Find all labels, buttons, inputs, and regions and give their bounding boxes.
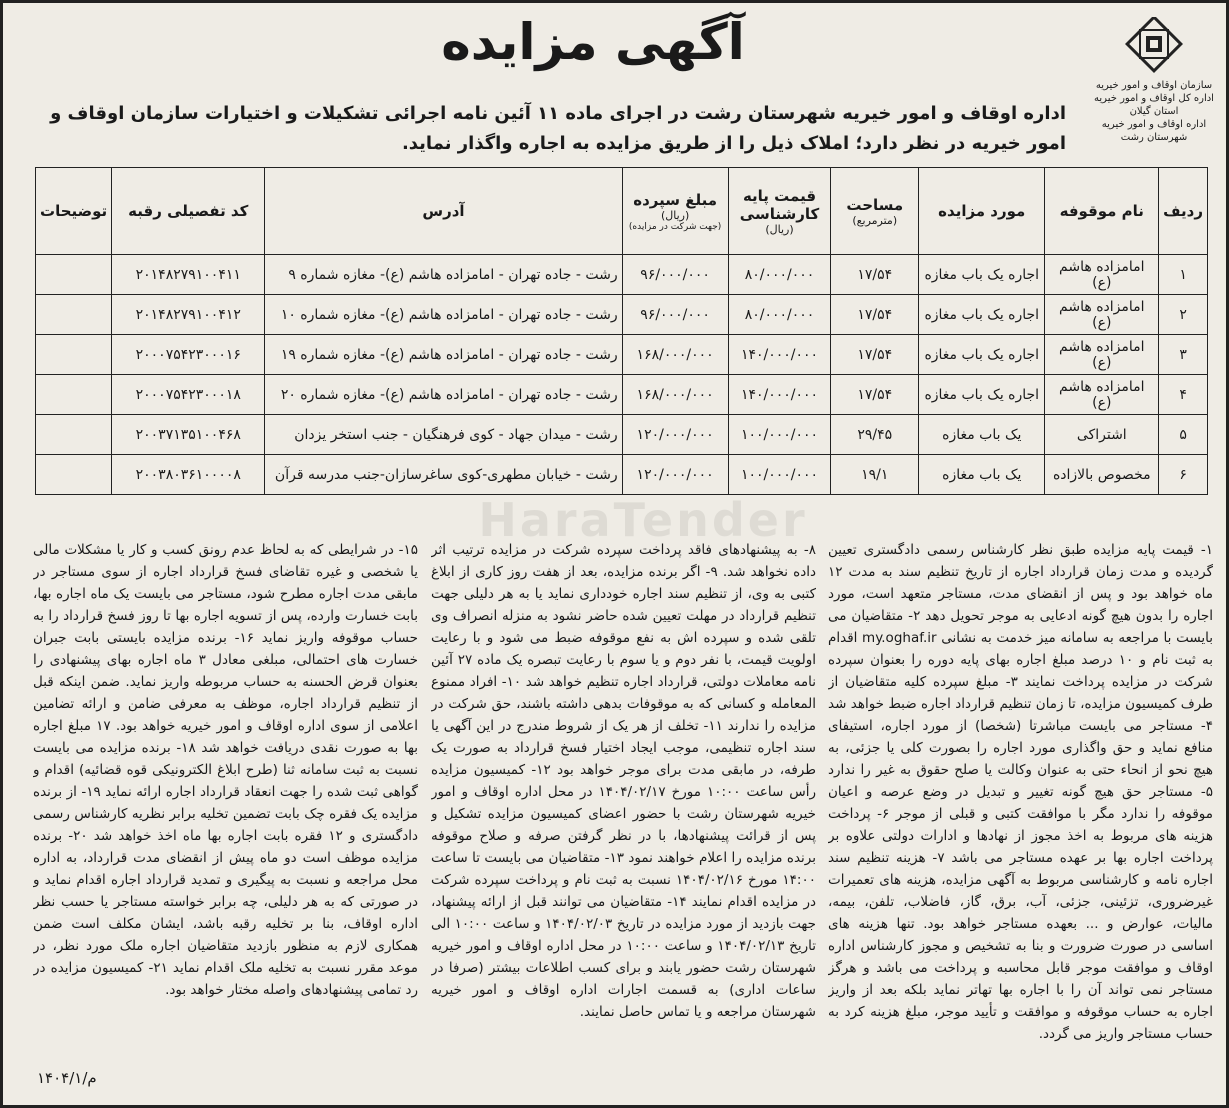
cell-base-price: ۸۰/۰۰۰/۰۰۰ <box>728 255 831 295</box>
ad-reference-code: م/۱۴۰۴/۱ <box>37 1069 97 1087</box>
cell-notes <box>36 255 112 295</box>
logo-text-province: اداره کل اوقاف و امور خیریه استان گیلان <box>1094 93 1214 117</box>
cell-area: ۱۷/۵۴ <box>831 255 919 295</box>
table-row <box>36 295 1208 335</box>
cell-notes <box>36 295 112 335</box>
cell-endowment: امامزاده هاشم (ع) <box>1045 295 1159 335</box>
cell-endowment: مخصوص بالازاده <box>1045 455 1159 495</box>
cell-area: ۱۷/۵۴ <box>831 335 919 375</box>
conditions-column-middle <box>431 539 816 1059</box>
watermark: HaraTender <box>478 493 808 547</box>
awqaf-emblem-icon <box>1121 17 1187 79</box>
ad-header <box>3 11 1226 161</box>
header-area: مساحت (مترمربع) <box>831 168 919 255</box>
cell-address: رشت - جاده تهران - امامزاده هاشم (ع)- مغازه شماره ۹ <box>265 255 622 295</box>
table-row <box>36 415 1208 455</box>
cell-parcel-code: ۲۰۱۴۸۲۷۹۱۰۰۴۱۱ <box>112 255 265 295</box>
cell-endowment: اشتراکی <box>1045 415 1159 455</box>
cell-address: رشت - جاده تهران - امامزاده هاشم (ع)- مغازه شماره ۲۰ <box>265 375 622 415</box>
cell-deposit: ۹۶/۰۰۰/۰۰۰ <box>622 255 728 295</box>
conditions-text: ۸- به پیشنهادهای فاقد پرداخت سپرده شرکت در مزایده ترتیب اثر داده نخواهد شد. ۹- اگر برنده مزایده، بعد از هفت روز کاری از ابلاغ کتبی به وی، از تنظیم سند اجاره خودداری نماید یا به هر دلیلی جهت تنظیم قرارداد در مهلت تعیین شده حاضر نشود به منزله انصراف وی تلقی شده و سپرده اش به نفع موقوفه ضبط می شود و با رعایت اولویت قیمت، با نفر دوم و یا سوم با رعایت تبصره یک ماده ۲۷ آئین نامه معاملات دولتی، قرارداد اجاره تنظیم خواهد شد ۱۰- افراد ممنوع المعامله و کسانی که به موقوفات بدهی داشته باشند، حق شرکت در مزایده را ندارند ۱۱- تخلف از هر یک از شروط مندرج در این آگهی یا سند اجاره تنظیمی، موجب ایجاد اختیار فسخ قرارداد به صورت یک طرفه، در مابقی مدت برای موجر خواهد بود ۱۲- کمیسیون مزایده رأس ساعت ۱۰:۰۰ مورخ ۱۴۰۴/۰۲/۱۷ در محل اداره اوقاف و امور خیریه شهرستان رشت با حضور اعضای کمیسیون مزایده تشکیل و پس از قرائت پیشنهادها، با در نظر گرفتن صرفه و صلاح موقوفه برنده مزایده را اعلام خواهند نمود ۱۳- متقاضیان می بایست تا ساعت ۱۴:۰۰ مورخ ۱۴۰۴/۰۲/۱۶ نسبت به ثبت نام و پرداخت سپرده شرکت در مزایده اقدام نمایند ۱۴- متقاضیان می توانند قبل از ارائه پیشنهاد، جهت بازدید از مورد مزایده در تاریخ ۱۴۰۴/۰۲/۰۳ و ساعت ۱۰:۰۰ الی تاریخ ۱۴۰۴/۰۲/۱۳ و ساعت ۱۰:۰۰ در محل اداره اوقاف و امور خیریه شهرستان رشت حضور یابند و برای کسب اطلاعات بیشتر (صرفا در ساعات اداری) به قسمت اجارات اداره اوقاف و امور خیریه شهرستان مراجعه و یا تماس حاصل نمایند. <box>431 542 816 1020</box>
cell-endowment: امامزاده هاشم (ع) <box>1045 375 1159 415</box>
cell-subject: اجاره یک باب مغازه <box>919 375 1045 415</box>
cell-subject: اجاره یک باب مغازه <box>919 295 1045 335</box>
header-subject: مورد مزایده <box>919 168 1045 255</box>
cell-parcel-code: ۲۰۰۰۷۵۴۲۳۰۰۰۱۸ <box>112 375 265 415</box>
cell-subject: اجاره یک باب مغازه <box>919 335 1045 375</box>
cell-row-number: ۳ <box>1159 335 1208 375</box>
cell-parcel-code: ۲۰۰۳۸۰۳۶۱۰۰۰۰۸ <box>112 455 265 495</box>
cell-base-price: ۸۰/۰۰۰/۰۰۰ <box>728 295 831 335</box>
cell-address: رشت - خیابان مطهری-کوی ساغرسازان-جنب مدرسه قرآن <box>265 455 622 495</box>
cell-deposit: ۱۲۰/۰۰۰/۰۰۰ <box>622 415 728 455</box>
cell-row-number: ۲ <box>1159 295 1208 335</box>
cell-deposit: ۹۶/۰۰۰/۰۰۰ <box>622 295 728 335</box>
cell-parcel-code: ۲۰۰۳۷۱۳۵۱۰۰۴۶۸ <box>112 415 265 455</box>
cell-row-number: ۵ <box>1159 415 1208 455</box>
conditions-column-right <box>828 539 1213 1059</box>
logo-text-org: سازمان اوقاف و امور خیریه <box>1095 80 1213 91</box>
logo-text-city: اداره اوقاف و امور خیریه شهرستان رشت <box>1101 119 1207 143</box>
cell-area: ۲۹/۴۵ <box>831 415 919 455</box>
table-row <box>36 455 1208 495</box>
cell-subject: یک باب مغازه <box>919 455 1045 495</box>
table-row <box>36 255 1208 295</box>
cell-area: ۱۹/۱ <box>831 455 919 495</box>
cell-deposit: ۱۶۸/۰۰۰/۰۰۰ <box>622 375 728 415</box>
cell-row-number: ۴ <box>1159 375 1208 415</box>
ad-intro: اداره اوقاف و امور خیریه شهرستان رشت در اجرای ماده ۱۱ آئین نامه اجرائی تشکیلات و اختیارات سازمان اوقاف و امور خیریه در نظر دارد؛ املاک ذیل را از طریق مزایده به اجاره واگذار نماید. <box>50 103 1066 154</box>
cell-notes <box>36 375 112 415</box>
cell-row-number: ۱ <box>1159 255 1208 295</box>
cell-row-number: ۶ <box>1159 455 1208 495</box>
header-deposit: مبلغ سپرده (ریال) (جهت شرکت در مزایده) <box>622 168 728 255</box>
awqaf-logo <box>1094 17 1214 144</box>
cell-endowment: امامزاده هاشم (ع) <box>1045 335 1159 375</box>
conditions-section <box>33 539 1213 1059</box>
cell-area: ۱۷/۵۴ <box>831 375 919 415</box>
cell-deposit: ۱۲۰/۰۰۰/۰۰۰ <box>622 455 728 495</box>
ad-title: آگهی مزایده <box>441 13 745 71</box>
auction-lots-table <box>35 167 1208 495</box>
cell-address: رشت - جاده تهران - امامزاده هاشم (ع)- مغازه شماره ۱۰ <box>265 295 622 335</box>
cell-notes <box>36 335 112 375</box>
cell-base-price: ۱۴۰/۰۰۰/۰۰۰ <box>728 335 831 375</box>
cell-parcel-code: ۲۰۱۴۸۲۷۹۱۰۰۴۱۲ <box>112 295 265 335</box>
cell-address: رشت - میدان جهاد - کوی فرهنگیان - جنب استخر یزدان <box>265 415 622 455</box>
table-header-row <box>36 168 1208 255</box>
header-address: آدرس <box>265 168 622 255</box>
conditions-text: ۱- قیمت پایه مزایده طبق نظر کارشناس رسمی دادگستری تعیین گردیده و مدت زمان قرارداد اجاره از تاریخ تنظیم سند به مدت ۱۲ ماه خواهد بود و پس از انقضای مدت، مستاجر متعهد است، مورد اجاره را بدون هیچ گونه ادعایی به موجر تحویل دهد ۲- متقاضیان می بایست با مراجعه به سامانه میز خدمت به نشانی my.oghaf.ir اقدام به ثبت نام و ۱۰ درصد مبلغ اجاره بهای پایه دوره را بعنوان سپرده شرکت در مزایده پرداخت نمایند ۳- مبلغ سپرده کلیه متقاضیان از طرف کمیسیون مزایده، تا زمان تنظیم قرارداد اجاره ضبط خواهد شد ۴- مستاجر می بایست مباشرتا (شخصا) از مورد اجاره، استیفای منافع نماید و حق واگذاری مورد اجاره را بصورت کلی یا جزئی، به هیچ نحو از انحاء حتی به عنوان وکالت یا صلح حقوق به غیر را ندارد ۵- مستاجر حق هیچ گونه تغییر و تبدیل در وضع عرصه و اعیان موقوفه را ندارد مگر با موافقت کتبی و قبلی از موجر ۶- پرداخت هزینه های مربوط به اخذ مجوز از نهادها و ادارات دولتی علاوه بر پرداخت اجاره بها بر عهده مستاجر می باشد ۷- هزینه تنظیم سند اجاره نامه و کارشناسی مربوط به آگهی مزایده، هزینه های تعمیرات غیرضروری، تزئینی، جزئی، آب، برق، گاز، فاضلاب، تلفن، بیمه، مالیات، عوارض و ... بعهده مستاجر خواهد بود. تنها هزینه های اساسی در صورت ضرورت و بنا به تشخیص و مجوز کارشناس اداره اوقاف و موافقت موجر قابل محاسبه و پرداخت می باشد و هرگز مستاجر نمی تواند آن را با اجاره بها تهاتر نماید بلکه بعد از واریز اجاره به حساب موقوفه و موافقت و تأیید موجر، مبلغ هزینه کرد به حساب مستاجر واریز می گردد. <box>828 542 1213 1042</box>
cell-subject: اجاره یک باب مغازه <box>919 255 1045 295</box>
cell-base-price: ۱۰۰/۰۰۰/۰۰۰ <box>728 455 831 495</box>
cell-area: ۱۷/۵۴ <box>831 295 919 335</box>
cell-base-price: ۱۴۰/۰۰۰/۰۰۰ <box>728 375 831 415</box>
cell-notes <box>36 415 112 455</box>
header-row-number: ردیف <box>1159 168 1208 255</box>
cell-notes <box>36 455 112 495</box>
header-base-price: قیمت پایه کارشناسی (ریال) <box>728 168 831 255</box>
table-row <box>36 375 1208 415</box>
cell-address: رشت - جاده تهران - امامزاده هاشم (ع)- مغازه شماره ۱۹ <box>265 335 622 375</box>
cell-subject: یک باب مغازه <box>919 415 1045 455</box>
table-row <box>36 335 1208 375</box>
cell-deposit: ۱۶۸/۰۰۰/۰۰۰ <box>622 335 728 375</box>
conditions-text: ۱۵- در شرایطی که به لحاظ عدم رونق کسب و کار یا مشکلات مالی یا شخصی و غیره تقاضای فسخ قرارداد اجاره از سوی مستاجر در مابقی مدت اجاره مطرح شود، مستاجر می بایست یک ماه اجاره بها، بابت خسارت وارده، پس از تسویه اجاره بها تا روز فسخ قرارداد را به حساب موقوفه واریز نماید ۱۶- برنده مزایده بایستی بابت جبران خسارت های احتمالی، مبلغی معادل ۳ ماه اجاره بهای پیشنهادی را بعنوان قرض الحسنه به حساب مربوطه واریز نماید. ضمن اینکه قبل از تنظیم قرارداد اجاره، موظف به معرفی ضامن و ارائه تضامین اعلامی از سوی اداره اوقاف و امور خیریه خواهد بود. ۱۷ مبلغ اجاره بها به صورت نقدی دریافت خواهد شد ۱۸- برنده مزایده می بایست نسبت به ثبت سامانه ثنا (طرح ابلاغ الکترونیکی قوه قضائیه) اقدام و گواهی ثبت شده را جهت انعقاد قرارداد اجاره ارائه نماید ۱۹- از برنده مزایده یک فقره چک بابت تضمین تخلیه برابر نظریه کارشناس رسمی دادگستری و ۱۲ فقره بابت اجاره بها ماه اخذ خواهد شد ۲۰- برنده مزایده موظف است دو ماه پیش از انقضای مدت قرارداد، به اداره محل مراجعه و نسبت به پیگیری و تمدید قرارداد اجاره اقدام نماید و در صورتی که به هر دلیلی، چه برابر خواسته مستاجر یا حسب نظر اداره اوقاف، بنا بر تخلیه رقبه باشد، ایشان مکلف است ضمن همکاری لازم به منظور بازدید متقاضیان اجاره ملک مورد نظر، در موعد مقرر نسبت به تخلیه ملک اقدام نماید ۲۱- کمیسیون مزایده در رد تمامی پیشنهادهای واصله مختار خواهد بود. <box>33 542 418 998</box>
cell-base-price: ۱۰۰/۰۰۰/۰۰۰ <box>728 415 831 455</box>
conditions-column-left <box>33 539 418 1059</box>
header-notes: توضیحات <box>36 168 112 255</box>
cell-endowment: امامزاده هاشم (ع) <box>1045 255 1159 295</box>
header-parcel-code: کد تفصیلی رقبه <box>112 168 265 255</box>
cell-parcel-code: ۲۰۰۰۷۵۴۲۳۰۰۰۱۶ <box>112 335 265 375</box>
header-endowment: نام موقوفه <box>1045 168 1159 255</box>
